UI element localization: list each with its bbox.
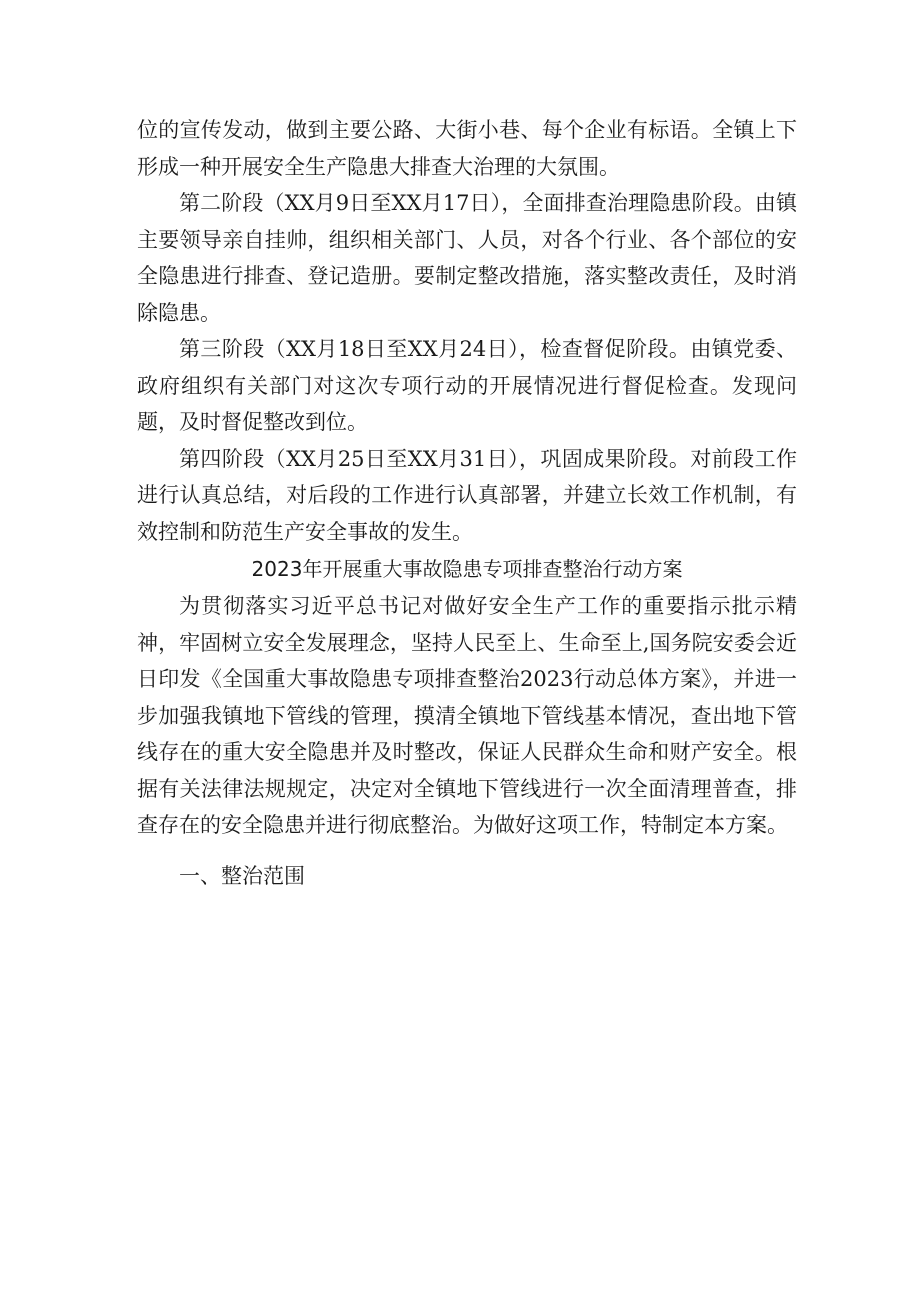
document-heading: 2023年开展重大事故隐患专项排查整治行动方案 bbox=[251, 557, 683, 581]
section-title-scope: 一、整治范围 bbox=[179, 863, 305, 888]
paragraph-phase-three: 第三阶段（XX月18日至XX月24日），检查督促阶段。由镇党委、政府组织有关部门对这次专项行动的开展情况进行督促检查。发现问题，及时督促整改到位。 bbox=[137, 337, 797, 434]
paragraph-phase-two: 第二阶段（XX月9日至XX月17日），全面排查治理隐患阶段。由镇主要领导亲自挂帅，组织相关部门、人员，对各个行业、各个部位的安全隐患进行排查、登记造册。要制定整改措施，落实整改责任，及时消除隐患。 bbox=[137, 191, 797, 325]
paragraph-intro: 为贯彻落实习近平总书记对做好安全生产工作的重要指示批示精神，牢固树立安全发展理念，坚持人民至上、生命至上,国务院安委会近日印发《全国重大事故隐患专项排查整治2023行动总体方案》，并进一步加强我镇地下管线的管理，摸清全镇地下管线基本情况，查出地下管线存在的重大安全隐患并及时整改，保证人民群众生命和财产安全。根据有关法律法规规定，决定对全镇地下管线进行一次全面清理普查，排查存在的安全隐患并进行彻底整治。为做好这项工作，特制定本方案。 bbox=[137, 594, 797, 837]
paragraph-phase-four: 第四阶段（XX月25日至XX月31日），巩固成果阶段。对前段工作进行认真总结，对后段的工作进行认真部署，并建立长效工作机制，有效控制和防范生产安全事故的发生。 bbox=[137, 446, 797, 544]
paragraph-continuation: 位的宣传发动，做到主要公路、大街小巷、每个企业有标语。全镇上下形成一种开展安全生产隐患大排查大治理的大氛围。 bbox=[137, 118, 797, 179]
document-body bbox=[137, 112, 797, 894]
